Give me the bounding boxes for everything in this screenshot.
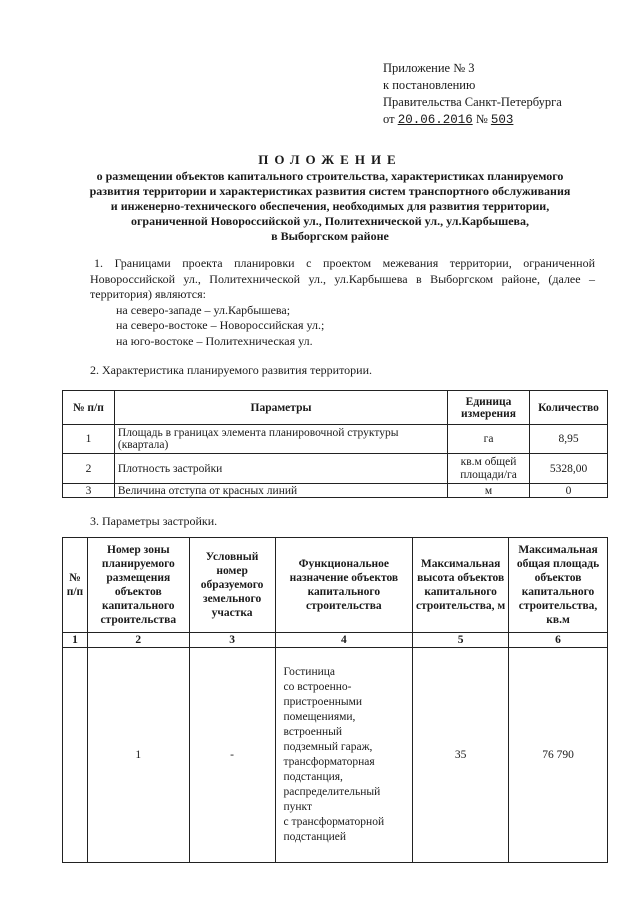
- cell-param: Плотность застройки: [114, 454, 447, 484]
- table-row: [63, 484, 608, 498]
- header-line1: Приложение № 3: [383, 61, 475, 75]
- section2-heading: 2. Характеристика планируемого развития территории.: [90, 363, 373, 377]
- header-date: 20.06.2016: [397, 113, 473, 127]
- col-number: 5: [413, 633, 509, 648]
- appendix-header: [383, 60, 562, 129]
- cell-area: 76 790: [509, 648, 608, 863]
- cell-height: 35: [413, 648, 509, 863]
- col-header: № п/п: [63, 538, 88, 633]
- section1-item: на юго-востоке – Политехническая ул.: [116, 333, 313, 348]
- col-header: Функциональное назначение объектов капитального строительства: [275, 538, 413, 633]
- cell-qty: 0: [530, 484, 608, 498]
- col-header: Максимальная высота объектов капитального строительства, м: [413, 538, 509, 633]
- column-number-row: [63, 633, 608, 648]
- function-line: со встроенно-: [283, 681, 352, 693]
- function-line: подстанцией: [283, 831, 347, 843]
- building-parameters-table: [62, 537, 608, 863]
- cell-unit: м: [448, 484, 530, 498]
- function-line: помещениями,: [283, 711, 356, 723]
- function-line: встроенный: [283, 726, 343, 738]
- col-header: Максимальная общая площадь объектов капитального строительства, кв.м: [509, 538, 608, 633]
- cell-number: 3: [63, 484, 115, 498]
- col-header: Единица измерения: [448, 391, 530, 425]
- cell-number: 1: [63, 425, 115, 454]
- col-header: Параметры: [114, 391, 447, 425]
- function-line: подстанция,: [283, 771, 343, 783]
- header-line3: Правительства Санкт-Петербурга: [383, 95, 562, 109]
- cell-number: 2: [63, 454, 115, 484]
- header-num-label: №: [475, 112, 488, 126]
- cell-unit: га: [448, 425, 530, 454]
- cell-plot: -: [189, 648, 275, 863]
- title-line2: развития территории и характеристиках развития систем транспортного обслуживания: [89, 184, 571, 198]
- col-number: 3: [189, 633, 275, 648]
- function-line: пристроенными: [283, 696, 363, 708]
- cell-qty: 8,95: [530, 425, 608, 454]
- col-header: Количество: [530, 391, 608, 425]
- function-line: пункт: [283, 801, 313, 813]
- cell-unit: кв.м общей площади/га: [448, 454, 530, 484]
- function-line: Гостиница: [283, 666, 336, 678]
- section1-item: на северо-востоке – Новороссийская ул.;: [116, 318, 325, 332]
- territory-characteristics-table: [62, 390, 608, 498]
- title-line5: в Выборгском районе: [271, 229, 389, 243]
- col-header: Условный номер образуемого земельного участка: [189, 538, 275, 633]
- header-date-line: [383, 111, 562, 129]
- cell-function: [275, 648, 413, 863]
- function-line: с трансформаторной: [283, 816, 385, 828]
- section1: [90, 256, 595, 349]
- title-line1: о размещении объектов капитального строительства, характеристиках планируемого: [96, 169, 564, 183]
- table-header-row: [63, 538, 608, 633]
- col-number: 2: [87, 633, 189, 648]
- title-heading: ПОЛОЖЕНИЕ: [258, 152, 402, 167]
- table-row: [63, 454, 608, 484]
- col-header: № п/п: [63, 391, 115, 425]
- cell-zone: 1: [87, 648, 189, 863]
- cell-empty: [63, 648, 88, 863]
- section1-text: 1. Границами проекта планировки с проектом межевания территории, ограниченной Новороссийской ул., Политехнической ул., ул.Карбышева в Выборгском районе, (далее – территория) являются:: [90, 256, 595, 301]
- title-line3: и инженерно-технического обеспечения, необходимых для развития территории,: [110, 199, 550, 213]
- table-header-row: [63, 391, 608, 425]
- function-line: распределительный: [283, 786, 381, 798]
- table-row: [63, 648, 608, 863]
- section3-heading: 3. Параметры застройки.: [90, 514, 218, 528]
- cell-param: Величина отступа от красных линий: [114, 484, 447, 498]
- header-from-label: от: [383, 112, 395, 126]
- col-header: Номер зоны планируемого размещения объектов капитального строительства: [87, 538, 189, 633]
- header-line2: к постановлению: [383, 78, 476, 92]
- document-title: [60, 152, 600, 244]
- cell-qty: 5328,00: [530, 454, 608, 484]
- col-number: 6: [509, 633, 608, 648]
- function-line: подземный гараж,: [283, 741, 373, 753]
- header-number: 503: [490, 113, 514, 127]
- col-number: 4: [275, 633, 413, 648]
- col-number: 1: [63, 633, 88, 648]
- title-line4: ограниченной Новороссийской ул., Политехнической ул., ул.Карбышева,: [130, 214, 530, 228]
- cell-param: Площадь в границах элемента планировочной структуры (квартала): [114, 425, 447, 454]
- section1-item: на северо-западе – ул.Карбышева;: [116, 302, 291, 317]
- table-row: [63, 425, 608, 454]
- function-line: трансформаторная: [283, 756, 375, 768]
